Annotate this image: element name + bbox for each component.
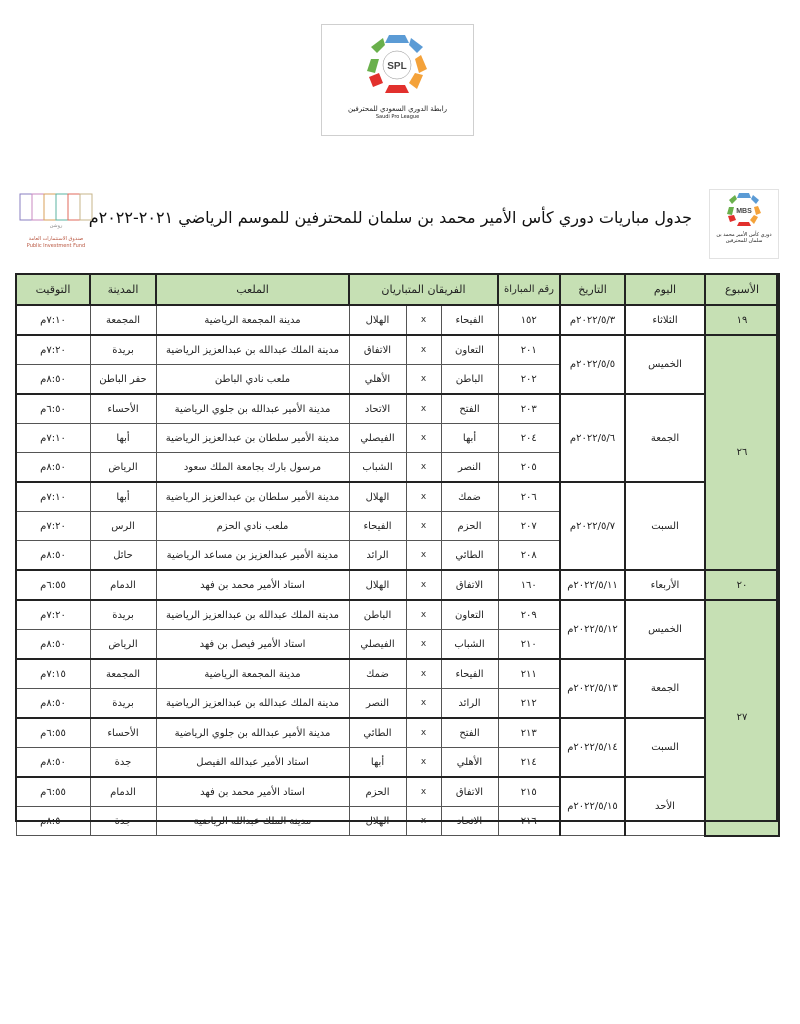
spl-mark: SPL <box>387 61 407 72</box>
stadium: ملعب نادي الحزم <box>156 512 349 541</box>
versus-mark: x <box>406 365 441 395</box>
home-team: الحزم <box>441 512 498 541</box>
versus-mark: x <box>406 453 441 483</box>
city: الدمام <box>90 570 156 600</box>
mbs-mark: MBS <box>736 208 752 215</box>
city: الأحساء <box>90 718 156 748</box>
city: بريدة <box>90 335 156 365</box>
match-date: ٢٠٢٢/٥/٦م <box>560 394 625 482</box>
kickoff-time: ٨:٥٠م <box>16 748 90 778</box>
match-day: السبت <box>625 718 705 777</box>
away-team: الباطن <box>349 600 406 630</box>
match-row <box>16 718 779 748</box>
page-title: جدول مباريات دوري كأس الأمير محمد بن سلمان للمحترفين للموسم الرياضي ٢٠٢١-٢٠٢٢م <box>88 208 692 227</box>
match-day: السبت <box>625 482 705 570</box>
city: أبها <box>90 424 156 453</box>
kickoff-time: ٨:٥٠م <box>16 541 90 571</box>
home-team: التعاون <box>441 600 498 630</box>
header-week: الأسبوع <box>705 274 779 305</box>
home-team: الطائي <box>441 541 498 571</box>
match-day: الأربعاء <box>625 570 705 600</box>
week-number: ٢٠ <box>705 570 779 600</box>
match-row <box>16 600 779 630</box>
kickoff-time: ٧:١٠م <box>16 424 90 453</box>
versus-mark: x <box>406 659 441 689</box>
match-day: الخميس <box>625 335 705 394</box>
city: جدة <box>90 807 156 836</box>
versus-mark: x <box>406 748 441 778</box>
city: الرياض <box>90 453 156 483</box>
match-date: ٢٠٢٢/٥/١٥م <box>560 777 625 836</box>
week-number: ٢٦ <box>705 335 779 570</box>
away-team: الهلال <box>349 807 406 836</box>
versus-mark: x <box>406 482 441 512</box>
home-team: الفتح <box>441 394 498 424</box>
home-team: الفيحاء <box>441 305 498 335</box>
away-team: الفيحاء <box>349 512 406 541</box>
stadium: مدينة الملك عبدالله بن عبدالعزيز الرياضية <box>156 335 349 365</box>
home-team: الباطن <box>441 365 498 395</box>
pif-wordmark: روشن <box>49 223 63 229</box>
match-day: الجمعة <box>625 659 705 718</box>
match-date: ٢٠٢٢/٥/٣م <box>560 305 625 335</box>
match-number: ٢٠٢ <box>498 365 560 395</box>
versus-mark: x <box>406 718 441 748</box>
city: جدة <box>90 748 156 778</box>
home-team: الاتفاق <box>441 570 498 600</box>
home-team: أبها <box>441 424 498 453</box>
kickoff-time: ٧:١٥م <box>16 659 90 689</box>
match-date: ٢٠٢٢/٥/٥م <box>560 335 625 394</box>
match-number: ٢١٢ <box>498 689 560 719</box>
kickoff-time: ٧:٢٠م <box>16 600 90 630</box>
schedule-table <box>15 273 780 837</box>
header-teams: الفريقان المتباريان <box>349 274 498 305</box>
kickoff-time: ٧:٢٠م <box>16 335 90 365</box>
kickoff-time: ٨:٥٠م <box>16 689 90 719</box>
city: الرياض <box>90 630 156 660</box>
away-team: الهلال <box>349 482 406 512</box>
away-team: الاتفاق <box>349 335 406 365</box>
match-number: ٢٠٩ <box>498 600 560 630</box>
city: بريدة <box>90 600 156 630</box>
match-number: ٢١٠ <box>498 630 560 660</box>
match-day: الأحد <box>625 777 705 836</box>
pif-caption-ar: صندوق الاستثمارات العامة <box>28 236 84 242</box>
match-number: ٢٠٨ <box>498 541 560 571</box>
away-team: الأهلي <box>349 365 406 395</box>
stadium: مدينة الأمير سلطان بن عبدالعزيز الرياضية <box>156 482 349 512</box>
stadium: مدينة الأمير عبدالعزيز بن مساعد الرياضية <box>156 541 349 571</box>
stadium: مدينة الأمير سلطان بن عبدالعزيز الرياضية <box>156 424 349 453</box>
match-row <box>16 394 779 424</box>
match-number: ٢٠١ <box>498 335 560 365</box>
week-number: ٢٧ <box>705 600 779 836</box>
match-row <box>16 570 779 600</box>
versus-mark: x <box>406 777 441 807</box>
match-number: ٢٠٦ <box>498 482 560 512</box>
away-team: الهلال <box>349 570 406 600</box>
away-team: الحزم <box>349 777 406 807</box>
match-number: ٢٠٣ <box>498 394 560 424</box>
home-team: الفيحاء <box>441 659 498 689</box>
match-number: ١٦٠ <box>498 570 560 600</box>
home-team: التعاون <box>441 335 498 365</box>
versus-mark: x <box>406 689 441 719</box>
away-team: الفيصلي <box>349 630 406 660</box>
kickoff-time: ٨:٥٠م <box>16 630 90 660</box>
home-team: الاتحاد <box>441 807 498 836</box>
stadium: استاد الأمير عبدالله الفيصل <box>156 748 349 778</box>
away-team: أبها <box>349 748 406 778</box>
match-number: ٢١٣ <box>498 718 560 748</box>
mbs-ball-icon <box>710 190 778 230</box>
versus-mark: x <box>406 394 441 424</box>
kickoff-time: ٦:٥٥م <box>16 777 90 807</box>
stadium: استاد الأمير فيصل بن فهد <box>156 630 349 660</box>
match-number: ٢١٦ <box>498 807 560 836</box>
kickoff-time: ٧:١٠م <box>16 482 90 512</box>
pif-caption-en: Public Investment Fund <box>26 243 86 249</box>
home-team: الأهلي <box>441 748 498 778</box>
match-number: ١٥٢ <box>498 305 560 335</box>
city: حائل <box>90 541 156 571</box>
match-date: ٢٠٢٢/٥/١١م <box>560 570 625 600</box>
header-stadium: الملعب <box>156 274 349 305</box>
stadium: مدينة الأمير عبدالله بن جلوي الرياضية <box>156 718 349 748</box>
mbs-logo <box>709 189 779 259</box>
stadium: مدينة الأمير عبدالله بن جلوي الرياضية <box>156 394 349 424</box>
match-day: الثلاثاء <box>625 305 705 335</box>
home-team: الفتح <box>441 718 498 748</box>
match-date: ٢٠٢٢/٥/١٢م <box>560 600 625 659</box>
versus-mark: x <box>406 335 441 365</box>
city: أبها <box>90 482 156 512</box>
match-row <box>16 482 779 512</box>
stadium: استاد الأمير محمد بن فهد <box>156 777 349 807</box>
city: حفر الباطن <box>90 365 156 395</box>
stadium: مدينة الملك عبدالله بن عبدالعزيز الرياضية <box>156 600 349 630</box>
kickoff-time: ٦:٥٥م <box>16 718 90 748</box>
city: المجمعة <box>90 659 156 689</box>
city: الدمام <box>90 777 156 807</box>
match-number: ٢٠٧ <box>498 512 560 541</box>
mbs-caption: دوري كأس الأمير محمد بن سلمان للمحترفين <box>716 232 772 244</box>
versus-mark: x <box>406 570 441 600</box>
match-number: ٢١٤ <box>498 748 560 778</box>
kickoff-time: ٦:٥٠م <box>16 394 90 424</box>
match-row <box>16 659 779 689</box>
kickoff-time: ٧:٢٠م <box>16 512 90 541</box>
match-row <box>16 305 779 335</box>
home-team: النصر <box>441 453 498 483</box>
header-time: التوقيت <box>16 274 90 305</box>
city: المجمعة <box>90 305 156 335</box>
versus-mark: x <box>406 807 441 836</box>
week-number: ١٩ <box>705 305 779 335</box>
stadium: مدينة الملك عبدالله بن عبدالعزيز الرياضية <box>156 689 349 719</box>
home-team: ضمك <box>441 482 498 512</box>
away-team: الفيصلي <box>349 424 406 453</box>
city: بريدة <box>90 689 156 719</box>
stadium: مدينة المجمعة الرياضية <box>156 305 349 335</box>
stadium: مدينة الملك عبدالله الرياضية <box>156 807 349 836</box>
away-team: الرائد <box>349 541 406 571</box>
stadium: مرسول بارك بجامعة الملك سعود <box>156 453 349 483</box>
versus-mark: x <box>406 512 441 541</box>
kickoff-time: ٨:٥٠م <box>16 807 90 836</box>
match-date: ٢٠٢٢/٥/١٤م <box>560 718 625 777</box>
kickoff-time: ٦:٥٥م <box>16 570 90 600</box>
match-row <box>16 777 779 807</box>
versus-mark: x <box>406 600 441 630</box>
home-team: الرائد <box>441 689 498 719</box>
versus-mark: x <box>406 305 441 335</box>
away-team: الاتحاد <box>349 394 406 424</box>
pif-logo <box>18 192 94 256</box>
away-team: ضمك <box>349 659 406 689</box>
match-day: الخميس <box>625 600 705 659</box>
away-team: النصر <box>349 689 406 719</box>
kickoff-time: ٧:١٠م <box>16 305 90 335</box>
spl-logo <box>321 24 474 136</box>
home-team: الشباب <box>441 630 498 660</box>
match-date: ٢٠٢٢/٥/٧م <box>560 482 625 570</box>
kickoff-time: ٨:٥٠م <box>16 453 90 483</box>
versus-mark: x <box>406 630 441 660</box>
away-team: الهلال <box>349 305 406 335</box>
match-number: ٢١٥ <box>498 777 560 807</box>
spl-caption-ar: رابطة الدوري السعودي للمحترفين <box>347 105 448 113</box>
match-number: ٢٠٥ <box>498 453 560 483</box>
match-row <box>16 335 779 365</box>
header-row <box>16 274 779 305</box>
city: الرس <box>90 512 156 541</box>
match-day: الجمعة <box>625 394 705 482</box>
match-date: ٢٠٢٢/٥/١٣م <box>560 659 625 718</box>
stadium: ملعب نادي الباطن <box>156 365 349 395</box>
kickoff-time: ٨:٥٠م <box>16 365 90 395</box>
versus-mark: x <box>406 541 441 571</box>
header-city: المدينة <box>90 274 156 305</box>
header-match-no <box>498 274 560 305</box>
away-team: الشباب <box>349 453 406 483</box>
header-match-no-label: رقم المباراة <box>504 283 554 295</box>
away-team: الطائي <box>349 718 406 748</box>
pif-pattern-icon <box>18 192 94 222</box>
home-team: الاتفاق <box>441 777 498 807</box>
stadium: مدينة المجمعة الرياضية <box>156 659 349 689</box>
versus-mark: x <box>406 424 441 453</box>
city: الأحساء <box>90 394 156 424</box>
spl-caption-en: Saudi Pro League <box>375 114 420 120</box>
spl-ball-icon <box>322 25 473 105</box>
match-number: ٢٠٤ <box>498 424 560 453</box>
header-date: التاريخ <box>560 274 625 305</box>
match-number: ٢١١ <box>498 659 560 689</box>
stadium: استاد الأمير محمد بن فهد <box>156 570 349 600</box>
header-day: اليوم <box>625 274 705 305</box>
